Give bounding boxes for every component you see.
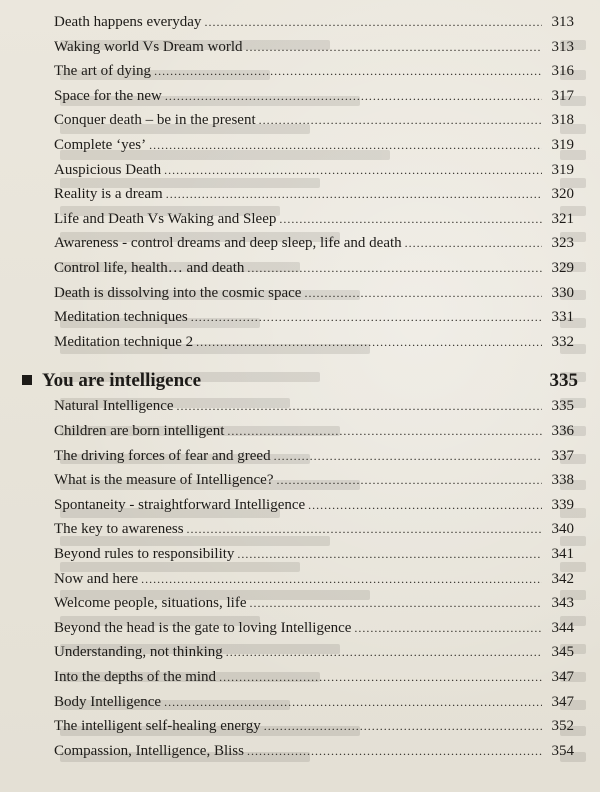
toc-entry-page-number: 319	[551, 137, 574, 153]
toc-entry-title: Awareness - control dreams and deep sleep, life and death	[54, 235, 402, 252]
toc-entry-title: Now and here	[54, 570, 139, 587]
dot-leader	[304, 282, 542, 304]
toc-entry-page-number: 316	[551, 63, 574, 80]
dot-leader	[247, 740, 542, 762]
toc-entry-title: Spontaneity - straightforward Intelligence	[54, 496, 306, 513]
toc-entry-title: Compassion, Intelligence, Bliss	[54, 742, 244, 759]
toc-entry-title: What is the measure of Intelligence?	[54, 472, 274, 489]
square-bullet-icon	[22, 375, 32, 385]
toc-entry	[54, 641, 574, 663]
dot-leader	[165, 85, 542, 107]
toc-entry-title: Control life, health… and death	[54, 260, 245, 276]
toc-entry-page-number: 336	[551, 423, 574, 439]
toc-entry	[54, 331, 574, 353]
toc-entry-page-number: 343	[551, 595, 574, 612]
toc-entry-title: Welcome people, situations, life	[54, 595, 247, 612]
toc-entry	[54, 36, 574, 58]
toc-entry-page-number: 313	[551, 38, 574, 55]
toc-entry-title: Complete ‘yes’	[54, 137, 147, 153]
dot-leader	[191, 306, 542, 328]
toc-entry-title: Life and Death Vs Waking and Sleep	[54, 210, 277, 227]
toc-entry	[54, 715, 574, 737]
dot-leader	[227, 420, 542, 442]
toc-entry-title: Reality is a dream	[54, 186, 163, 203]
toc-entry-title: Waking world Vs Dream world	[54, 38, 243, 55]
toc-entry	[54, 469, 574, 491]
dot-leader	[226, 641, 542, 663]
toc-entry-page-number: 347	[551, 669, 574, 685]
dot-leader	[187, 518, 542, 540]
toc-entry-page-number: 342	[551, 570, 574, 587]
toc-entry-page-number: 341	[551, 546, 574, 562]
dot-leader	[247, 257, 542, 279]
toc-entry-title: Beyond the head is the gate to loving Intelligence	[54, 619, 352, 636]
toc-entry-title: Conquer death – be in the present	[54, 112, 256, 129]
section-heading	[22, 367, 578, 395]
toc-entry	[54, 740, 574, 762]
toc-entry	[54, 134, 574, 156]
toc-entry-page-number: 344	[551, 619, 574, 636]
toc-entry	[54, 109, 574, 131]
toc-entry	[54, 592, 574, 614]
toc-entry-page-number: 354	[551, 742, 574, 759]
toc-entry-title: Death is dissolving into the cosmic space	[54, 284, 302, 301]
toc-entry	[54, 159, 574, 181]
toc-entry	[54, 282, 574, 304]
dot-leader	[164, 159, 542, 181]
dot-leader	[279, 208, 542, 230]
dot-leader	[141, 568, 542, 590]
toc-entry-page-number: 313	[551, 14, 574, 30]
toc-entry-page-number: 320	[551, 186, 574, 203]
dot-leader	[196, 331, 542, 353]
toc-entry-page-number: 323	[551, 235, 574, 252]
toc-entry	[54, 306, 574, 328]
section-title: You are intelligence	[42, 370, 202, 392]
toc-entry-title: Meditation techniques	[54, 309, 188, 326]
dot-leader	[250, 592, 543, 614]
dot-leader	[274, 445, 542, 467]
dot-leader	[308, 494, 542, 516]
toc-entry-page-number: 337	[551, 447, 574, 464]
toc-entry-page-number: 347	[551, 693, 574, 710]
section-page-number: 335	[549, 370, 578, 392]
toc-entry	[54, 257, 574, 279]
toc-entry	[54, 543, 574, 565]
toc-entry-page-number: 319	[551, 161, 574, 178]
dot-leader	[259, 109, 542, 131]
toc-entry	[54, 85, 574, 107]
dot-leader	[405, 232, 542, 254]
toc-entry-title: Natural Intelligence	[54, 398, 174, 415]
toc-entry	[54, 691, 574, 713]
dot-leader	[177, 395, 542, 417]
toc-entry-page-number: 331	[551, 309, 574, 326]
dot-leader	[166, 183, 542, 205]
toc-entry-page-number: 317	[551, 87, 574, 104]
dot-leader	[354, 617, 542, 639]
toc-entry-title: Understanding, not thinking	[54, 644, 223, 661]
toc-entry	[54, 445, 574, 467]
toc-entry-page-number: 335	[551, 398, 574, 415]
toc-entry-page-number: 352	[551, 718, 574, 735]
toc-entry-title: Into the depths of the mind	[54, 669, 217, 685]
toc-entry	[54, 60, 574, 82]
dot-leader	[245, 36, 542, 58]
toc-entry-page-number: 321	[551, 210, 574, 227]
toc-entry	[54, 11, 574, 33]
toc-entry	[54, 666, 574, 688]
dot-leader	[264, 715, 542, 737]
dot-leader	[219, 666, 542, 688]
dot-leader	[237, 543, 542, 565]
toc-entry-page-number: 339	[551, 496, 574, 513]
toc-entry-title: Auspicious Death	[54, 161, 162, 178]
toc-entry	[54, 183, 574, 205]
dot-leader	[149, 134, 542, 156]
toc-entry	[54, 617, 574, 639]
toc-entry	[54, 494, 574, 516]
toc-entry-title: The key to awareness	[54, 521, 184, 538]
dot-leader	[164, 691, 542, 713]
toc-entry-title: The intelligent self-healing energy	[54, 718, 261, 735]
toc-entry-title: The driving forces of fear and greed	[54, 447, 271, 464]
toc-entry-page-number: 329	[551, 260, 574, 276]
toc-entry-page-number: 318	[551, 112, 574, 129]
toc-entry-title: Death happens everyday	[54, 14, 202, 30]
toc-entry-title: Children are born intelligent	[54, 423, 225, 439]
toc-entry	[54, 208, 574, 230]
toc-entry-page-number: 332	[551, 333, 574, 350]
toc-entry	[54, 568, 574, 590]
dot-leader	[154, 60, 542, 82]
toc-entry-page-number: 330	[551, 284, 574, 301]
dot-leader	[277, 469, 543, 491]
toc-entry-page-number: 338	[551, 472, 574, 489]
toc-entry-title: The art of dying	[54, 63, 152, 80]
toc-entry	[54, 420, 574, 442]
toc-entry-title: Space for the new	[54, 87, 162, 104]
toc-entry	[54, 395, 574, 417]
toc-entry-title: Beyond rules to responsibility	[54, 546, 235, 562]
dot-leader	[204, 11, 542, 33]
toc-entry	[54, 518, 574, 540]
toc-entry-page-number: 345	[551, 644, 574, 661]
toc-entry-title: Body Intelligence	[54, 693, 162, 710]
toc-entry	[54, 232, 574, 254]
toc-entry-title: Meditation technique 2	[54, 333, 194, 350]
toc-entry-page-number: 340	[551, 521, 574, 538]
